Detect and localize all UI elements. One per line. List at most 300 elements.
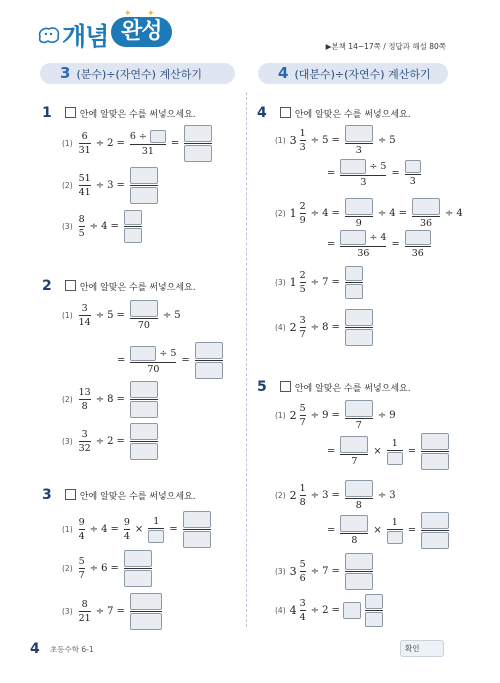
math-symbol: 7 (299, 328, 306, 340)
star-icon: ✦ (124, 9, 132, 19)
math-symbol: ÷ (310, 322, 320, 333)
math-symbol: 3 (360, 176, 367, 188)
fraction-bar (345, 418, 373, 419)
fraction-bar (300, 415, 306, 416)
problem-instruction: 안에 알맞은 수를 써넣으세요. (294, 110, 411, 120)
math-symbol: 5 (170, 347, 177, 359)
math-symbol: = (110, 524, 119, 535)
math-symbol: = (331, 410, 340, 421)
equation (324, 159, 423, 188)
answer-box[interactable] (345, 553, 373, 570)
checkbox-icon (280, 381, 291, 392)
problem-instruction: 안에 알맞은 수를 써넣으세요. (79, 110, 196, 120)
fraction-bar (183, 529, 211, 530)
math-symbol: ÷ (89, 563, 99, 574)
math-symbol: 70 (137, 319, 150, 331)
math-symbol: = (116, 180, 125, 191)
fraction-bar (345, 327, 373, 328)
fraction-bar (300, 571, 306, 572)
fraction-bar (130, 144, 166, 145)
answer-fraction (130, 167, 158, 204)
fraction-bar (340, 246, 386, 247)
item-label: (1) (275, 411, 286, 420)
math-symbol: 2 (299, 200, 306, 212)
problem-number: 1 (42, 105, 52, 121)
math-symbol: ÷ (95, 394, 105, 405)
answer-box[interactable] (345, 329, 373, 346)
answer-box[interactable] (124, 550, 152, 567)
math-symbol: = (116, 436, 125, 447)
answer-box[interactable] (130, 443, 158, 460)
fraction (300, 598, 306, 623)
fraction-bar (387, 529, 403, 530)
math-symbol: 7 (78, 569, 85, 581)
fraction-bar (340, 533, 368, 534)
confirm-label: 확인 (405, 644, 420, 653)
math-symbol: = (327, 525, 336, 536)
math-symbol: 4 (78, 530, 85, 542)
fraction-bar (387, 450, 403, 451)
item-label: (2) (62, 181, 73, 190)
fraction (79, 131, 91, 156)
math-symbol: ÷ (377, 410, 387, 421)
math-symbol: 8 (355, 499, 362, 511)
math-symbol: 8 (81, 400, 88, 412)
math-symbol: 5 (299, 283, 306, 295)
math-symbol: 3 (409, 175, 416, 187)
fraction (345, 400, 373, 431)
math-symbol: 3 (289, 565, 297, 578)
math-symbol: ÷ (310, 208, 320, 219)
answer-fraction (421, 433, 449, 470)
fraction-bar (184, 143, 212, 144)
math-symbol: ÷ (377, 490, 387, 501)
math-symbol: = (116, 606, 125, 617)
math-symbol: = (116, 394, 125, 405)
math-symbol: ÷ (310, 566, 320, 577)
fraction-bar (300, 140, 306, 141)
math-symbol: 8 (78, 213, 85, 225)
fraction-bar (130, 318, 158, 319)
math-symbol (340, 159, 386, 174)
answer-box[interactable] (130, 401, 158, 418)
equation (324, 230, 433, 259)
section-header-left (40, 63, 235, 84)
math-symbol: 6 (299, 572, 306, 584)
math-symbol: 32 (78, 442, 91, 454)
fraction-bar (130, 611, 162, 612)
math-symbol: 1 (391, 437, 398, 449)
answer-fraction (183, 511, 211, 548)
checkbox-icon (65, 489, 76, 500)
fraction-bar (124, 226, 142, 227)
answer-box[interactable] (387, 531, 403, 544)
math-symbol: 51 (78, 172, 91, 184)
answer-box[interactable] (405, 160, 421, 173)
equation: (1) 9 4 ÷ 4 = 9 4 × 1 = (62, 511, 213, 548)
equation: (3) 3 5 6 ÷ 7 = (275, 553, 375, 590)
fraction (79, 599, 91, 624)
equation: (4) 2 3 7 ÷ 8 = (275, 309, 375, 346)
answer-box[interactable] (195, 362, 223, 379)
math-symbol: ÷ (310, 410, 320, 421)
page-number: 4 (30, 641, 40, 657)
answer-fraction (124, 210, 142, 243)
math-symbol: ÷ (159, 347, 168, 359)
math-symbol: × (373, 446, 382, 457)
problem-instruction: 안에 알맞은 수를 써넣으세요. (79, 283, 196, 293)
problem-number: 5 (257, 379, 267, 395)
answer-box[interactable] (345, 125, 373, 142)
fraction-bar (300, 495, 306, 496)
fraction-bar (79, 568, 85, 569)
mascot-icon (36, 25, 62, 49)
math-symbol: 8 (351, 534, 358, 546)
fraction (345, 198, 373, 229)
fraction-bar (300, 610, 306, 611)
answer-box[interactable] (345, 198, 373, 215)
math-symbol: = (116, 310, 125, 321)
equation: (4) 4 3 4 ÷ 2 = (275, 594, 385, 627)
fraction (79, 303, 91, 328)
math-symbol: 3 (81, 428, 88, 440)
math-symbol: 4 (380, 231, 387, 243)
math-symbol: 36 (419, 217, 433, 229)
item-label: (4) (275, 323, 286, 332)
fraction (148, 516, 164, 543)
fraction-bar (300, 282, 306, 283)
math-symbol (340, 230, 386, 245)
item-label: (3) (62, 437, 73, 446)
answer-fraction (345, 309, 373, 346)
math-symbol: = (327, 168, 336, 179)
problem-header (42, 102, 196, 121)
answer-box[interactable] (124, 228, 142, 243)
math-symbol: 1 (391, 516, 398, 528)
fraction (79, 429, 91, 454)
fraction (79, 556, 85, 581)
math-symbol: = (331, 566, 340, 577)
math-symbol: ÷ (138, 130, 147, 142)
answer-box[interactable] (130, 423, 158, 440)
math-symbol: 5 (299, 558, 306, 570)
equation (114, 342, 225, 379)
answer-fraction (130, 381, 158, 418)
answer-fraction (130, 423, 158, 460)
item-label: (1) (62, 311, 73, 320)
answer-box[interactable] (124, 210, 142, 225)
fraction (79, 214, 85, 239)
fraction-bar (130, 441, 158, 442)
math-symbol: 5 (78, 555, 85, 567)
math-symbol: ÷ (310, 490, 320, 501)
math-symbol: 4 (289, 604, 297, 617)
math-symbol: ÷ (89, 221, 99, 232)
answer-box[interactable] (184, 145, 212, 162)
column-divider (246, 92, 247, 627)
math-symbol: = (117, 355, 126, 366)
math-symbol: ÷ (95, 310, 105, 321)
math-symbol: 36 (357, 247, 370, 259)
book-title: 초등수학 6-1 (50, 645, 94, 654)
fraction (130, 130, 166, 157)
fraction (300, 559, 306, 584)
fraction-bar (79, 441, 91, 442)
fraction (300, 128, 306, 153)
math-symbol: 14 (78, 316, 91, 328)
math-symbol: × (134, 524, 144, 535)
answer-box[interactable] (130, 381, 158, 398)
fraction (300, 483, 306, 508)
math-symbol: 3 (299, 141, 306, 153)
answer-box[interactable] (340, 159, 366, 174)
fraction (387, 517, 403, 544)
math-symbol: 7 (355, 419, 362, 431)
answer-box[interactable] (130, 167, 158, 184)
answer-box[interactable] (340, 230, 366, 245)
fraction-bar (300, 213, 306, 214)
answer-box[interactable] (130, 593, 162, 610)
fraction (345, 480, 373, 511)
section-header-right (258, 63, 448, 84)
math-symbol: 4 (299, 611, 306, 623)
section-number: 4 (278, 64, 289, 82)
fraction (340, 515, 368, 546)
fraction (124, 517, 130, 542)
answer-box[interactable] (124, 570, 152, 587)
math-symbol: 7 (299, 416, 306, 428)
fraction (79, 173, 91, 198)
fraction-bar (148, 528, 164, 529)
math-symbol: 2 (299, 269, 306, 281)
confirm-box[interactable] (400, 640, 444, 657)
math-symbol: 9 (355, 217, 362, 229)
fraction-bar (79, 143, 91, 144)
fraction (340, 159, 386, 188)
fraction-bar (79, 611, 91, 612)
math-symbol: 7 (351, 455, 358, 467)
item-label: (1) (275, 136, 286, 145)
math-symbol: = (181, 355, 190, 366)
equation: (2) 13 8 ÷ 8 = (62, 381, 160, 418)
fraction-bar (340, 454, 368, 455)
math-symbol: 9 (123, 516, 130, 528)
math-symbol: ÷ (310, 605, 320, 616)
fraction-bar (195, 360, 223, 361)
logo-text-complete: 완성 (111, 17, 172, 47)
answer-box[interactable] (421, 512, 449, 529)
math-symbol: 6 (129, 130, 136, 142)
fraction-bar (412, 216, 440, 217)
fraction-bar (405, 174, 421, 175)
equation: (2) 2 1 8 ÷ 3 = 8 ÷ 3 (275, 480, 396, 511)
answer-fraction (405, 230, 431, 259)
answer-box[interactable] (345, 284, 363, 299)
fraction (79, 517, 85, 542)
math-symbol: 70 (147, 363, 160, 375)
math-symbol: 2 (289, 321, 297, 334)
math-symbol: = (331, 605, 340, 616)
answer-box[interactable] (130, 346, 156, 361)
fraction (300, 201, 306, 226)
equation (324, 512, 451, 549)
answer-box[interactable] (150, 130, 166, 143)
fraction (300, 403, 306, 428)
math-symbol: ÷ (162, 310, 172, 321)
equation: (3) 8 5 ÷ 4 = (62, 210, 144, 243)
answer-fraction (124, 550, 152, 587)
problem-header (257, 102, 411, 121)
fraction (130, 300, 158, 331)
fraction-bar (345, 216, 373, 217)
fraction-bar (130, 362, 176, 363)
math-symbol: 1 (299, 482, 306, 494)
answer-box[interactable] (183, 511, 211, 528)
fraction (412, 198, 440, 229)
math-symbol: ÷ (377, 208, 387, 219)
equation: (1) 3 1 3 ÷ 5 = 3 ÷ 5 (275, 125, 396, 156)
fraction-bar (345, 143, 373, 144)
answer-box[interactable] (345, 400, 373, 417)
logo-text-concept: 개념 (62, 22, 109, 51)
page-reference: ▶본책 14~17쪽 / 정답과 해설 80쪽 (325, 42, 446, 51)
item-label: (1) (62, 139, 73, 148)
problem-number: 3 (42, 487, 52, 503)
item-label: (1) (62, 525, 73, 534)
math-symbol: ÷ (95, 436, 105, 447)
equation: (3) 1 2 5 ÷ 7 = (275, 266, 365, 299)
answer-box[interactable] (345, 480, 373, 497)
fraction-bar (365, 610, 383, 611)
math-symbol: = (391, 239, 400, 250)
answer-fraction (130, 593, 162, 630)
answer-box[interactable] (421, 453, 449, 470)
answer-fraction (345, 553, 373, 590)
math-symbol: ÷ (369, 231, 378, 243)
equation: (2) 51 41 ÷ 3 = (62, 167, 160, 204)
math-symbol: = (331, 490, 340, 501)
fraction-bar (79, 529, 85, 530)
math-symbol: = (170, 138, 180, 149)
item-label: (3) (275, 567, 286, 576)
math-symbol: 3 (81, 302, 88, 314)
item-label: (2) (62, 395, 73, 404)
math-symbol: = (398, 208, 407, 219)
math-symbol: 1 (289, 276, 297, 289)
problem-number: 2 (42, 278, 52, 294)
math-symbol: 3 (355, 144, 362, 156)
answer-box[interactable] (365, 612, 383, 627)
answer-box[interactable] (130, 613, 162, 630)
answer-box[interactable] (421, 532, 449, 549)
answer-box[interactable] (340, 515, 368, 532)
math-symbol (130, 346, 176, 361)
answer-box[interactable] (130, 187, 158, 204)
item-label: (3) (62, 607, 73, 616)
math-symbol: 5 (299, 402, 306, 414)
answer-box[interactable] (130, 300, 158, 317)
answer-fraction (184, 125, 212, 162)
fraction-bar (79, 315, 91, 316)
equation: (1) 3 14 ÷ 5 = 70 ÷ 5 (62, 300, 181, 331)
math-symbol: 2 (289, 409, 297, 422)
math-symbol: 5 (78, 227, 85, 239)
math-symbol: 9 (78, 516, 85, 528)
math-symbol: 8 (81, 598, 88, 610)
math-symbol: = (331, 277, 340, 288)
math-symbol (130, 130, 166, 143)
fraction-bar (124, 568, 152, 569)
math-symbol: 1 (153, 515, 160, 527)
fraction-bar (79, 226, 85, 227)
math-symbol: = (327, 239, 336, 250)
math-symbol: 21 (78, 612, 91, 624)
fraction (387, 438, 403, 465)
math-symbol: 31 (141, 145, 154, 157)
equation: (2) 5 7 ÷ 6 = (62, 550, 154, 587)
item-label: (2) (62, 564, 73, 573)
equation: (1) 2 5 7 ÷ 9 = 7 ÷ 9 (275, 400, 396, 431)
math-symbol: 2 (289, 489, 297, 502)
math-symbol: = (407, 446, 417, 457)
math-symbol: ÷ (444, 208, 454, 219)
answer-box[interactable] (405, 230, 431, 245)
math-symbol: 3 (299, 597, 306, 609)
math-symbol: ÷ (377, 135, 387, 146)
answer-fraction (365, 594, 383, 627)
item-label: (3) (275, 278, 286, 287)
answer-box[interactable] (365, 594, 383, 609)
answer-box[interactable] (340, 436, 368, 453)
answer-box[interactable] (412, 198, 440, 215)
answer-box[interactable] (195, 342, 223, 359)
math-symbol: ÷ (310, 277, 320, 288)
item-label: (2) (275, 491, 286, 500)
answer-fraction (421, 512, 449, 549)
answer-box[interactable] (345, 309, 373, 326)
answer-box[interactable] (184, 125, 212, 142)
answer-box[interactable] (343, 602, 361, 619)
answer-box[interactable] (148, 530, 164, 543)
fraction (340, 230, 386, 259)
item-label: (4) (275, 606, 286, 615)
answer-box[interactable] (183, 531, 211, 548)
math-symbol: = (407, 525, 417, 536)
problem-number: 4 (257, 105, 267, 121)
fraction-bar (124, 529, 130, 530)
answer-box[interactable] (387, 452, 403, 465)
answer-box[interactable] (345, 573, 373, 590)
fraction-bar (79, 399, 91, 400)
checkbox-icon (65, 280, 76, 291)
fraction (300, 315, 306, 340)
answer-box[interactable] (421, 433, 449, 450)
fraction-bar (79, 185, 91, 186)
answer-box[interactable] (345, 266, 363, 281)
item-label: (3) (62, 222, 73, 231)
problem-instruction: 안에 알맞은 수를 써넣으세요. (79, 492, 196, 502)
math-symbol: 3 (289, 134, 297, 147)
fraction-bar (345, 571, 373, 572)
math-symbol: 8 (299, 496, 306, 508)
equation: (1) 6 31 ÷ 2 = 6 ÷ 31 = (62, 125, 214, 162)
checkbox-icon (280, 107, 291, 118)
math-symbol: = (331, 208, 340, 219)
item-label: (2) (275, 209, 286, 218)
fraction (345, 125, 373, 156)
fraction-bar (421, 530, 449, 531)
math-symbol: 5 (380, 160, 387, 172)
